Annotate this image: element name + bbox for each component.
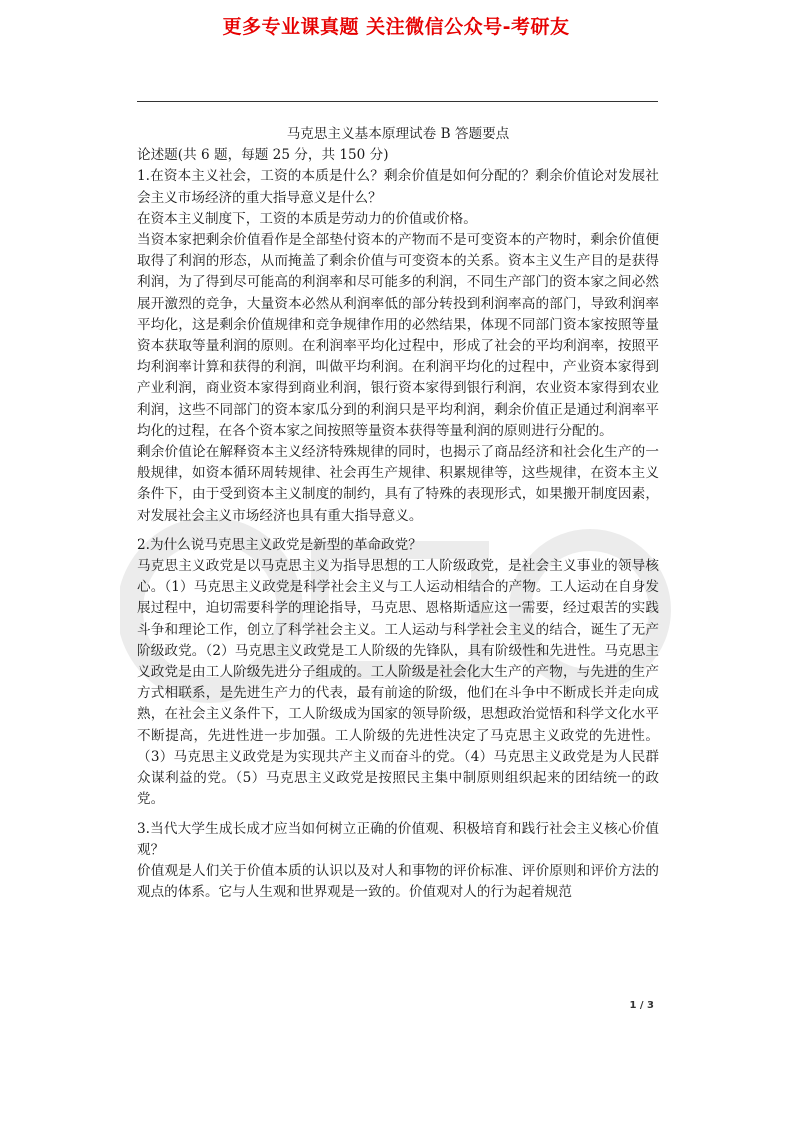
document-title: 马克思主义基本原理试卷 B 答题要点 — [286, 126, 510, 142]
question-2: 2.为什么说马克思主义政党是新型的革命政党？ — [137, 536, 422, 553]
header-rule — [137, 101, 658, 102]
section-intro: 论述题(共 6 题，每题 25 分，共 150 分) — [137, 147, 389, 164]
answer-1-paragraph-3: 剩余价值论在解释资本主义经济特殊规律的同时，也揭示了商品经济和社会化生产的一般规律，如资本循环周转规律、社会再生产规律、积累规律等，这些规律，在资本主义条件下，由于受到资本主义制度的制约，具有了特殊的表现形式，如果搬开制度因素，对发展社会主义市场经济也具有重大指导意义。 — [137, 444, 659, 524]
question-3: 3.当代大学生成长成才应当如何树立正确的价值观、积极培育和践行社会主义核心价值观？ — [137, 820, 659, 858]
answer-1-paragraph-2: 当资本家把剩余价值看作是全部垫付资本的产物而不是可变资本的产物时，剩余价值便取得了利润的形态，从而掩盖了剩余价值与可变资本的关系。资本主义生产目的是获得利润，为了得到尽可能高的利润率和尽可能多的利润，不同生产部门的资本家之间必然展开激烈的竞争，大量资本必然从利润率低的部分转投到利润率高的部门，导致利润率平均化，这是剩余价值规律和竞争规律作用的必然结果，体现不同部门资本家按照等量资本获取等量利润的原则。在利润率平均化过程中，形成了社会的平均利润率，按照平均利润率计算和获得的利润，叫做平均利润。在利润平均化的过程中，产业资本家得到产业利润，商业资本家得到商业利润，银行资本家得到银行利润，农业资本家得到农业利润，这些不同部门的资本家瓜分到的利润只是平均利润，剩余价值正是通过利润率平均化的过程，在各个资本家之间按照等量资本获得等量利润的原则进行分配的。 — [137, 232, 659, 439]
promo-banner: 更多专业课真题 关注微信公众号-考研友 — [222, 16, 570, 38]
page-number: 1 / 3 — [629, 1000, 654, 1011]
answer-2: 马克思主义政党是以马克思主义为指导思想的工人阶级政党，是社会主义事业的领导核心。（1）马克思主义政党是科学社会主义与工人运动相结合的产物。工人运动在自身发展过程中，迫切需要科学的理论指导，马克思、恩格斯适应这一需要，经过艰苦的实践斗争和理论工作，创立了科学社会主义。工人运动与科学社会主义的结合，诞生了无产阶级政党。（2）马克思主义政党是工人阶级的先锋队，具有阶级性和先进性。马克思主义政党是由工人阶级先进分子组成的。工人阶级是社会化大生产的产物，与先进的生产方式相联系，是先进生产力的代表，最有前途的阶级，他们在斗争中不断成长并走向成熟，在社会主义条件下，工人阶级成为国家的领导阶级，思想政治觉悟和科学文化水平不断提高，先进性进一步加强。工人阶级的先进性决定了马克思主义政党的先进性。（3）马克思主义政党是为实现共产主义而奋斗的党。（4）马克思主义政党是为人民群众谋利益的党。（5）马克思主义政党是按照民主集中制原则组织起来的团结统一的政党。 — [137, 558, 659, 808]
document-body — [137, 124, 659, 903]
answer-1-paragraph-1: 在资本主义制度下，工资的本质是劳动力的价值或价格。 — [137, 210, 477, 227]
answer-3: 价值观是人们关于价值本质的认识以及对人和事物的评价标准、评价原则和评价方法的观点的体系。它与人生观和世界观是一致的。价值观对人的行为起着规范 — [137, 862, 659, 901]
question-1: 1.在资本主义社会，工资的本质是什么？剩余价值是如何分配的？剩余价值论对发展社会主义市场经济的重大指导意义是什么？ — [137, 168, 659, 206]
